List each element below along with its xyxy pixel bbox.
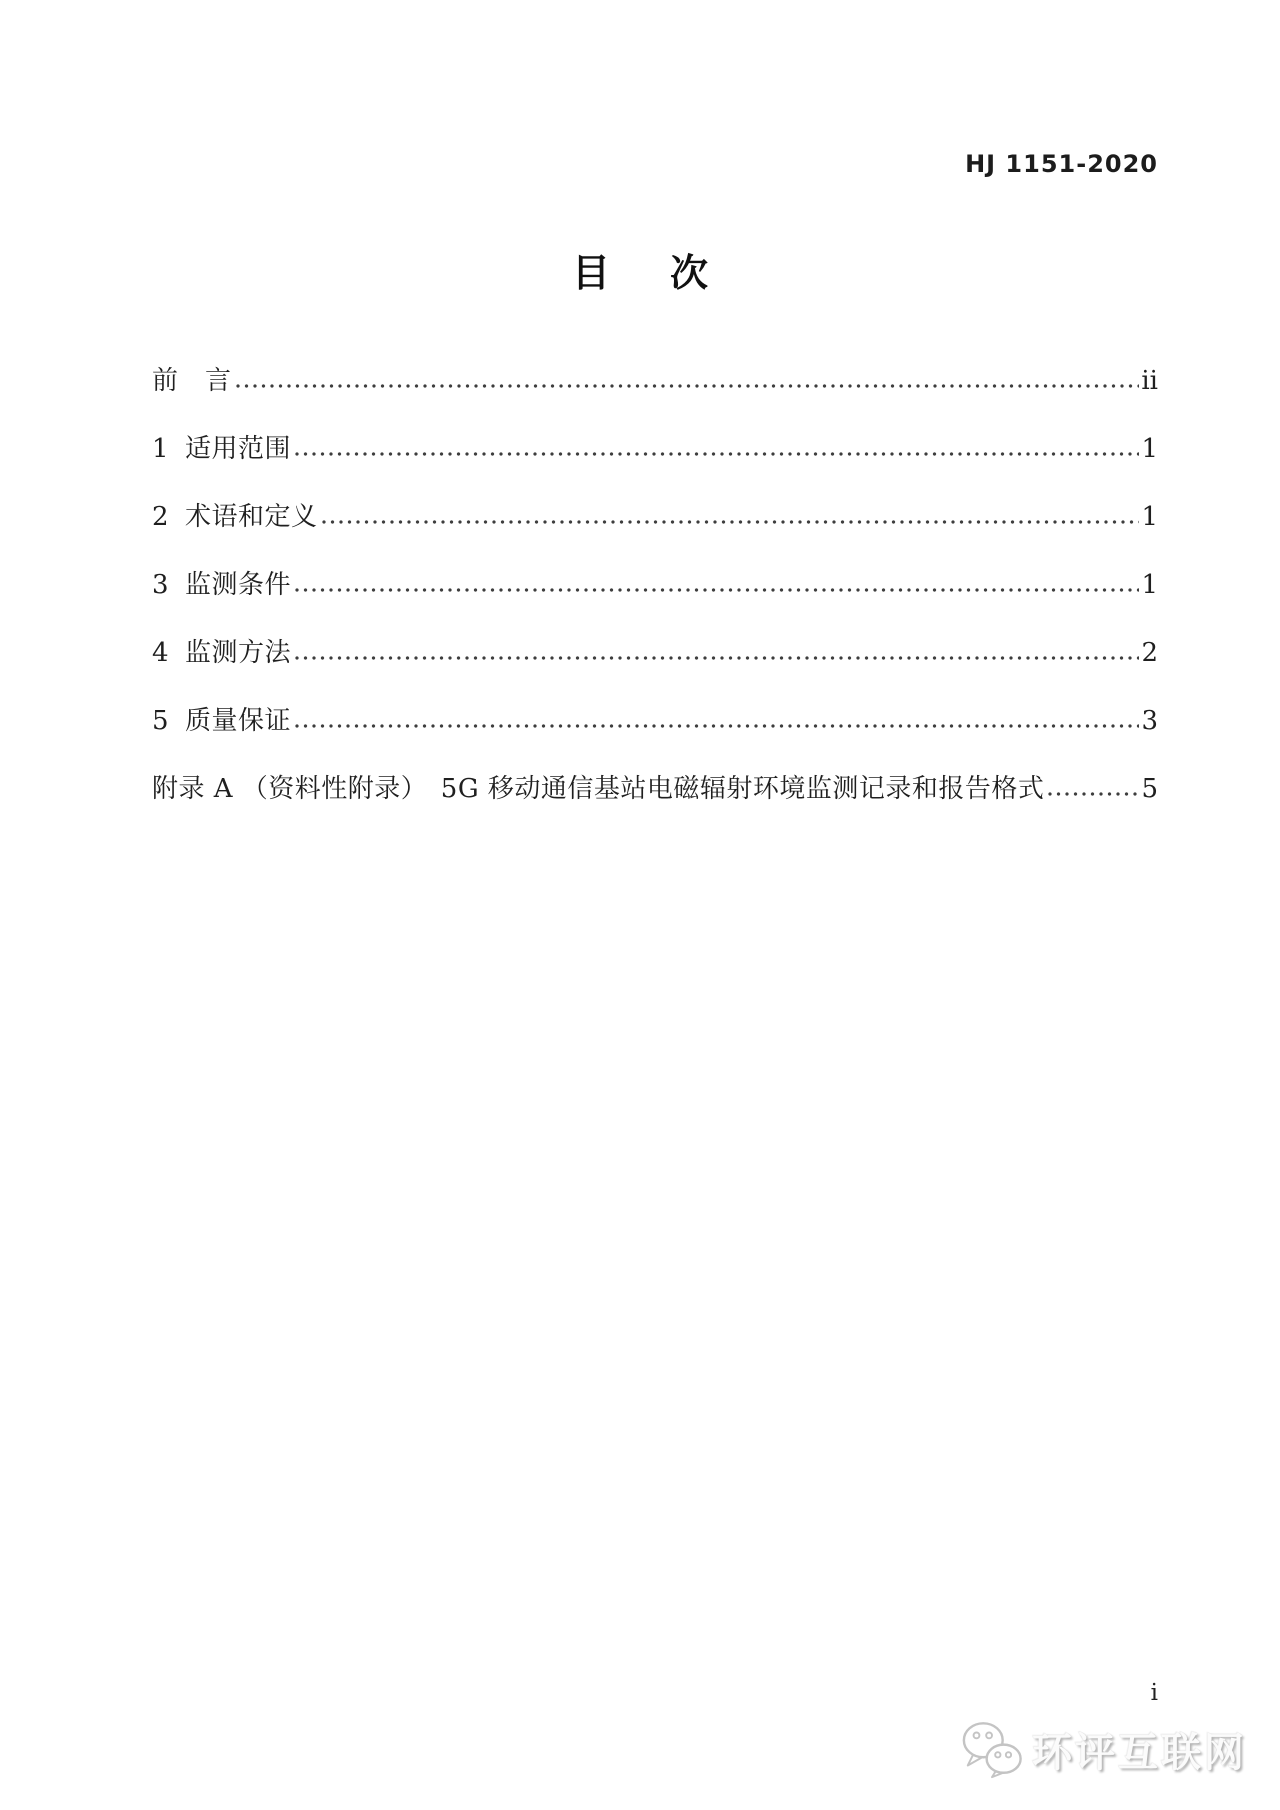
watermark-text: 环评互联网 (1032, 1729, 1247, 1776)
toc-entry (152, 704, 1158, 738)
toc-entry-label: 附录 A （资料性附录） 5G 移动通信基站电磁辐射环境监测记录和报告格式 (152, 774, 1045, 804)
toc-entry-label: 术语和定义 (185, 502, 318, 532)
toc-leader-dots (322, 519, 1140, 525)
toc-entry-label: 前 言 (152, 366, 232, 396)
toc-title-char-2: 次 (670, 250, 709, 295)
toc-entry-page: 3 (1141, 706, 1158, 736)
toc-entry-number: 5 (152, 706, 169, 736)
toc-entry-label: 监测方法 (185, 638, 292, 668)
document-number: HJ 1151-2020 (965, 150, 1158, 178)
toc-leader-dots (236, 383, 1140, 389)
table-of-contents (152, 364, 1158, 840)
toc-entry (152, 432, 1158, 466)
toc-entry-number: 3 (152, 570, 169, 600)
toc-entry-number: 2 (152, 502, 169, 532)
toc-leader-dots (295, 655, 1139, 661)
watermark (960, 1718, 1247, 1780)
toc-entry-number: 1 (152, 434, 169, 464)
toc-entry-number: 4 (152, 638, 169, 668)
toc-entry-page: 2 (1141, 638, 1158, 668)
toc-entry-page: 5 (1141, 774, 1158, 804)
toc-entry (152, 500, 1158, 534)
toc-entry-page: 1 (1141, 502, 1158, 532)
toc-leader-dots (295, 723, 1139, 729)
toc-entry (152, 636, 1158, 670)
wechat-icon (960, 1718, 1024, 1780)
toc-title-char-1: 目 (571, 250, 610, 295)
page-number: i (1150, 1680, 1158, 1706)
toc-leader-dots (295, 451, 1139, 457)
toc-entry (152, 772, 1158, 806)
toc-leader-dots (295, 587, 1139, 593)
toc-entry-label: 监测条件 (185, 570, 292, 600)
toc-title (0, 250, 1280, 296)
toc-entry-label: 适用范围 (185, 434, 292, 464)
toc-entry-page: ii (1141, 366, 1158, 396)
toc-entry-page: 1 (1141, 434, 1158, 464)
toc-entry (152, 364, 1158, 398)
toc-entry-label: 质量保证 (185, 706, 292, 736)
toc-entry-page: 1 (1141, 570, 1158, 600)
toc-entry (152, 568, 1158, 602)
toc-leader-dots (1048, 791, 1139, 797)
